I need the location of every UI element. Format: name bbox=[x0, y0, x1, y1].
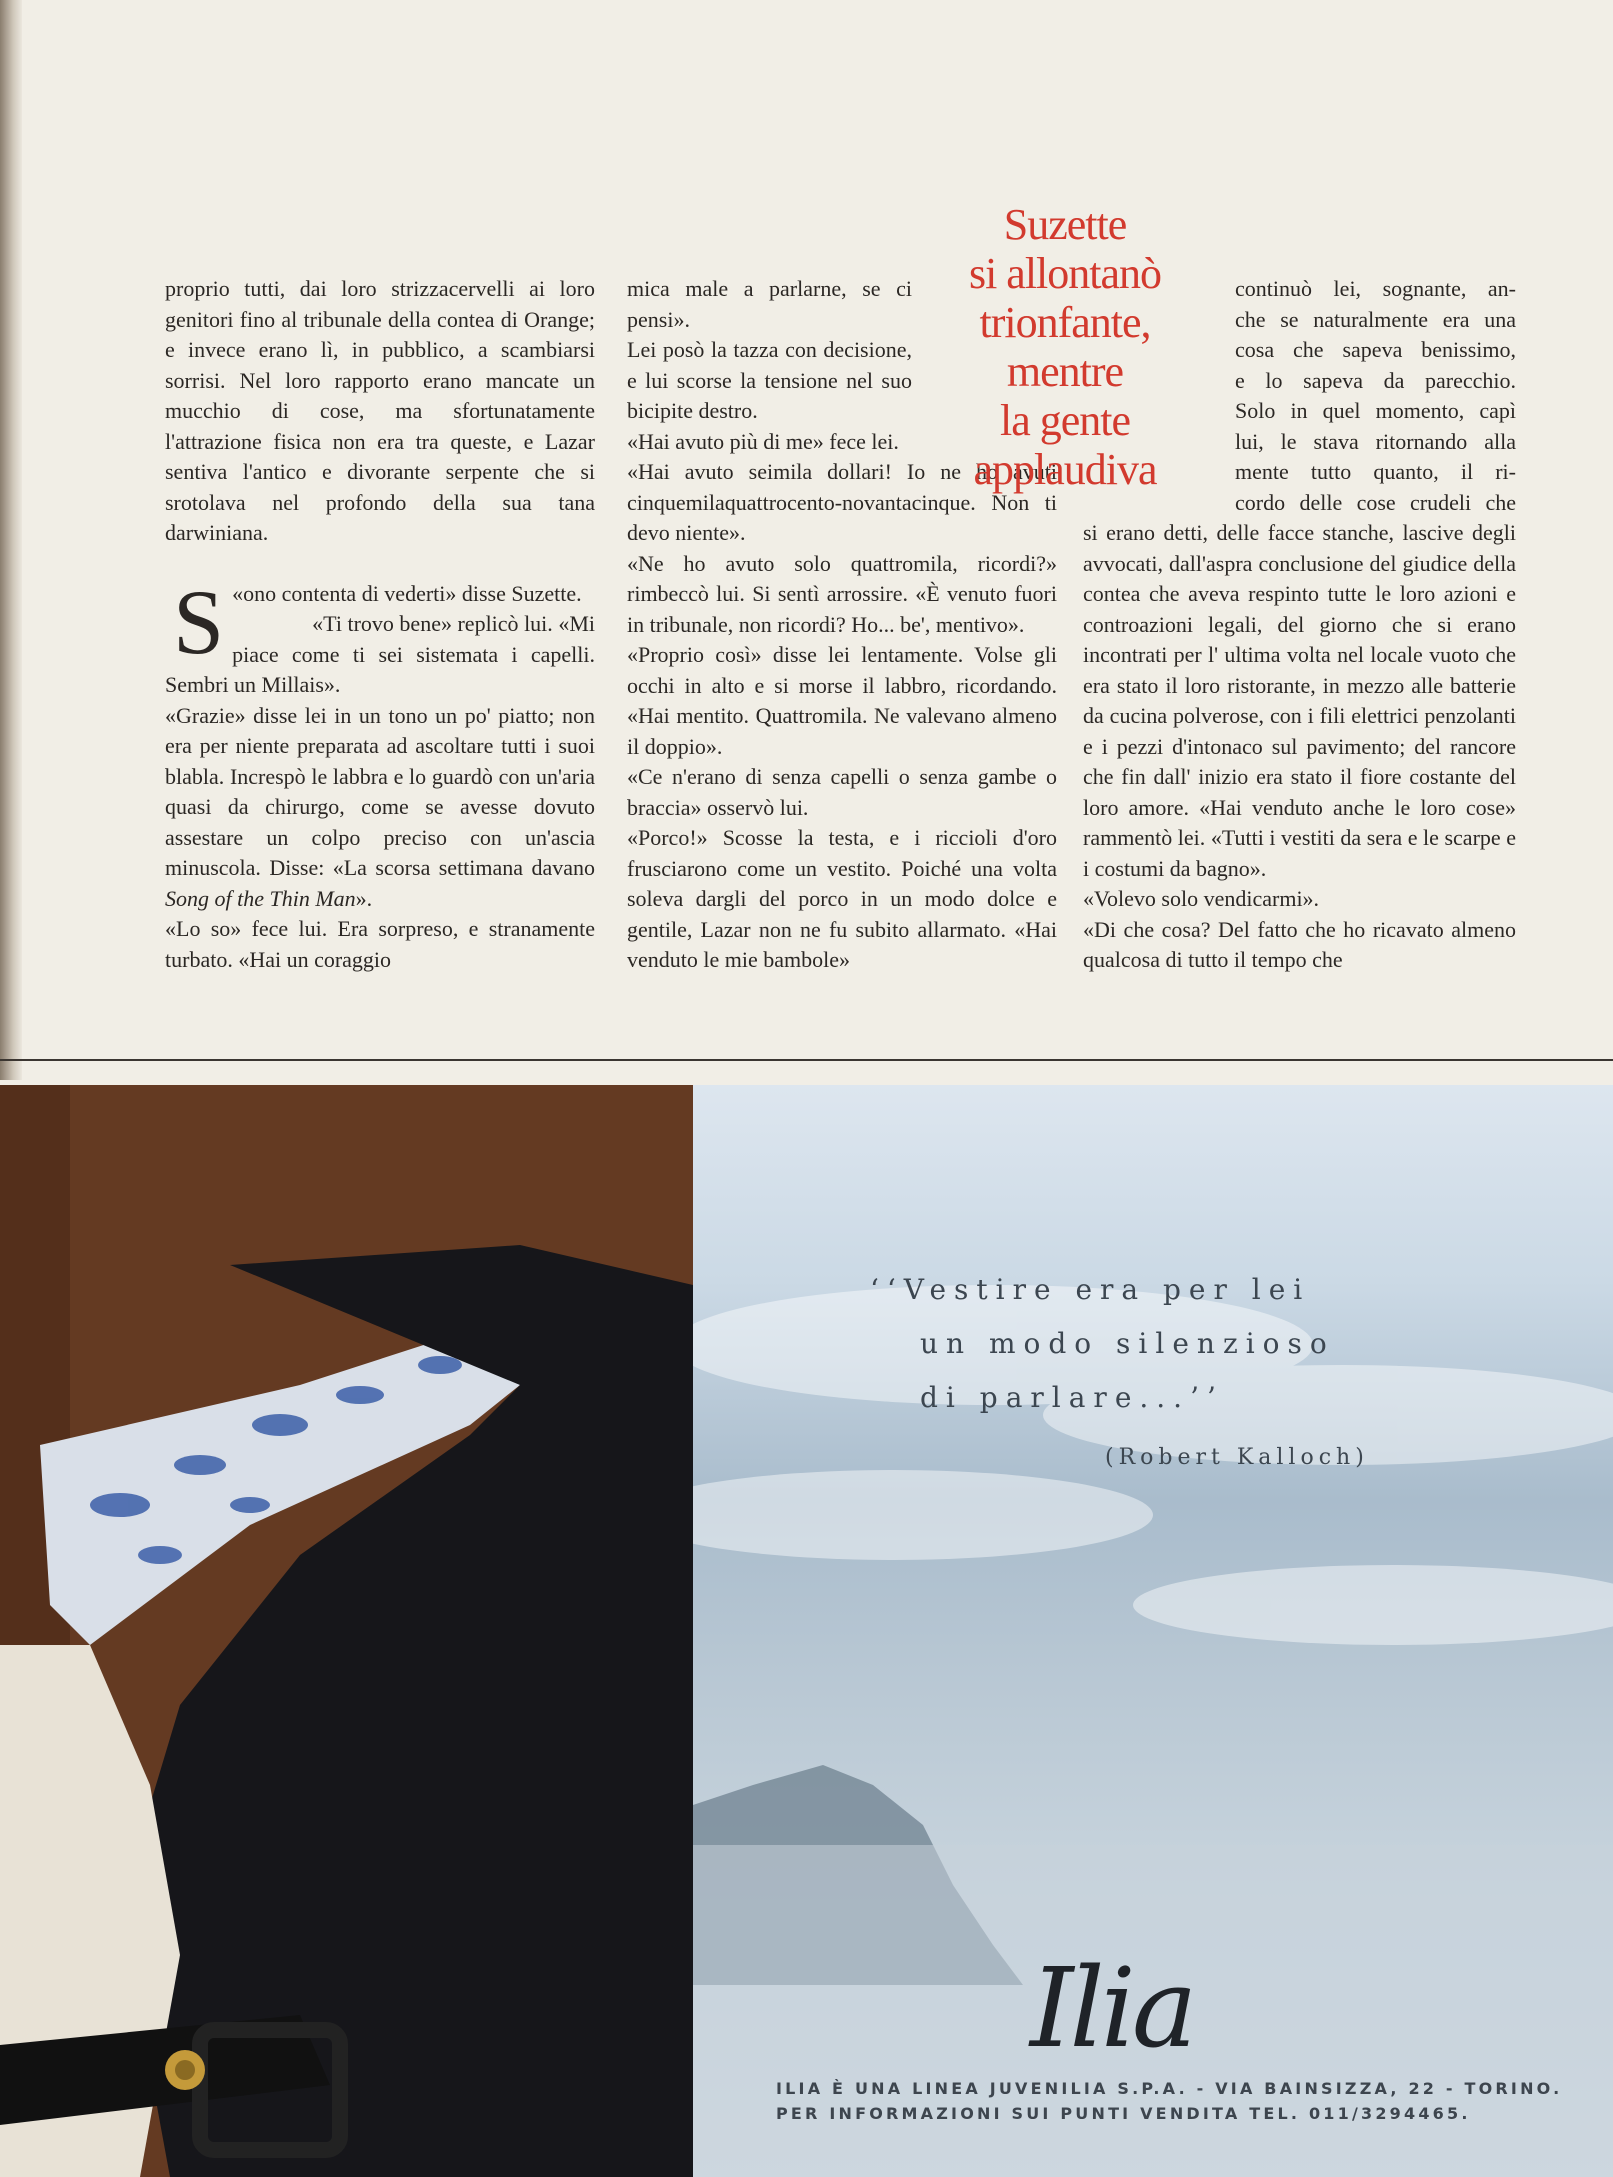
open-quote-mark: « bbox=[232, 580, 244, 606]
quote-author: (Robert Kalloch) bbox=[1105, 1445, 1369, 1470]
paragraph: «Di che cosa? Del fatto che ho ricavato almeno qualcosa di tutto il tempo che bbox=[1083, 916, 1516, 972]
film-title: Song of the Thin Man bbox=[165, 885, 356, 911]
brand-logo: Ilia bbox=[1030, 1944, 1194, 2072]
paragraph: «Ne ho avuto solo quattromila, ricordi?» rimbeccò lui. Si sentì arrossire. «È venuto fuori in tribunale, non ricordi? Ho... be', mentivo». bbox=[627, 550, 1057, 637]
ad-quote bbox=[870, 1263, 1335, 1425]
article-column-1 bbox=[165, 274, 595, 975]
page-gutter bbox=[0, 0, 22, 1080]
paragraph: « S ono contenta di vederti» disse Suzette. bbox=[173, 570, 582, 673]
paragraph: si erano detti, delle facce stanche, lascive degli avvocati, dall'aspra conclusione del giudice della contea che aveva respinto tutte le loro azioni e controazioni legali, del giorno che si erano incontrati per l' ultima volta nel locale vuoto che era stato il loro ristorante, in mezzo alle batterie da cucina polverose, con i fili elettrici penzolanti e i pezzi d'intonaco sul pavimento; del rancore che fin dall' inizio era stato il fiore costante del loro amore. «Hai venduto anche le loro cose» rammentò lei. «Tutti i vestiti da sera e le scarpe e i costumi da bagno». bbox=[1083, 520, 1516, 881]
pull-quote-line: Suzette bbox=[1003, 200, 1127, 249]
pull-quote-line: la gente bbox=[999, 396, 1131, 445]
pull-quote-line: trionfante, bbox=[979, 298, 1151, 347]
paragraph: «Porco!» Scosse la testa, e i riccioli d'oro frusciarono come un vestito. Poiché una volta soleva dargli del porco in un modo dolce e gentile, Lazar non ne fu subito allarmato. «Hai venduto le mie bambole» bbox=[627, 825, 1057, 972]
paragraph: Lei posò la tazza con decisione, e lui scorse la tensione nel suo bicipite destro. bbox=[627, 337, 912, 423]
quote-line: un modo silenzioso bbox=[920, 1327, 1335, 1360]
paragraph: proprio tutti, dai loro strizzacervelli ai loro genitori fino al tribunale della contea di Orange; e invece erano lì, in pubblico, a scambiarsi sorrisi. Nel loro rapporto erano mancate un mucchio di cose, ma sfortunatamente l'attrazione fisica non era tra queste, e Lazar sentiva l'antico e divorante serpente che si srotolava nel profondo della sua tana darwiniana. bbox=[165, 276, 595, 545]
paragraph: «Grazie» disse lei in un tono un po' piatto; non era per niente preparata ad ascoltare tutti i suoi blabla. Increspò le labbra e lo guardò con un'aria quasi da chirurgo, come se avesse dovuto assestare un colpo preciso con un'ascia minuscola. Disse: «La scorsa settimana davano Song of the Thin Man». bbox=[165, 702, 595, 911]
paragraph: «Hai avuto seimila dollari! Io ne ho avuti cinquemilaquattrocento-novantacinque. Non ti devo niente». bbox=[627, 459, 1057, 545]
wrapped-lines: continuò lei, sognante, an- che se naturalmente era una cosa che sapeva benissimo, e lo sapeva da parecchio. Solo in quel momento, capì lui, le stava ritornando alla mente tutto quanto, il ri- cordo delle cose crudeli che bbox=[1235, 276, 1516, 515]
paragraph: «Proprio così» disse lei lentamente. Volse gli occhi in alto e si morse il labbro, ricordando. «Hai mentito. Quattromila. Ne valevano almeno il doppio». bbox=[627, 642, 1057, 759]
advertisement bbox=[0, 1085, 1613, 2177]
paragraph: «Ce n'erano di senza capelli o senza gambe o braccia» osservò lui. bbox=[627, 764, 1057, 820]
drop-cap: S bbox=[173, 570, 225, 673]
paragraph: «Ti trovo bene» replicò lui. «Mi piace come ti sei sistemata i capelli. Sembri un Millais». bbox=[165, 611, 595, 697]
pull-quote-line: si allontanò bbox=[968, 249, 1162, 298]
fashion-photo bbox=[0, 1085, 693, 2177]
paragraph: «Hai avuto più di me» fece lei. bbox=[627, 428, 899, 454]
pull-quote-line: mentre bbox=[1006, 347, 1124, 396]
fashion-photo-illustration bbox=[0, 1085, 693, 2177]
section-divider bbox=[0, 1059, 1613, 1061]
pull-quote-line: applaudiva bbox=[973, 445, 1157, 494]
article-column-3 bbox=[1083, 274, 1516, 976]
quote-line: ‘‘Vestire era per lei bbox=[870, 1273, 1311, 1306]
paragraph: «Lo so» fece lui. Era sorpreso, e stranamente turbato. «Hai un coraggio bbox=[165, 916, 595, 972]
ad-fine-print: ILIA È UNA LINEA JUVENILIA S.P.A. - VIA BAINSIZZA, 22 - TORINO. PER INFORMAZIONI SUI PUNTI VENDITA TEL. 011/3294465. bbox=[776, 2079, 1563, 2123]
paragraph: «Volevo solo vendicarmi». bbox=[1083, 886, 1320, 911]
quote-line: di parlare...’’ bbox=[920, 1381, 1224, 1414]
paragraph: mica male a parlarne, se ci pensi». bbox=[627, 276, 912, 332]
